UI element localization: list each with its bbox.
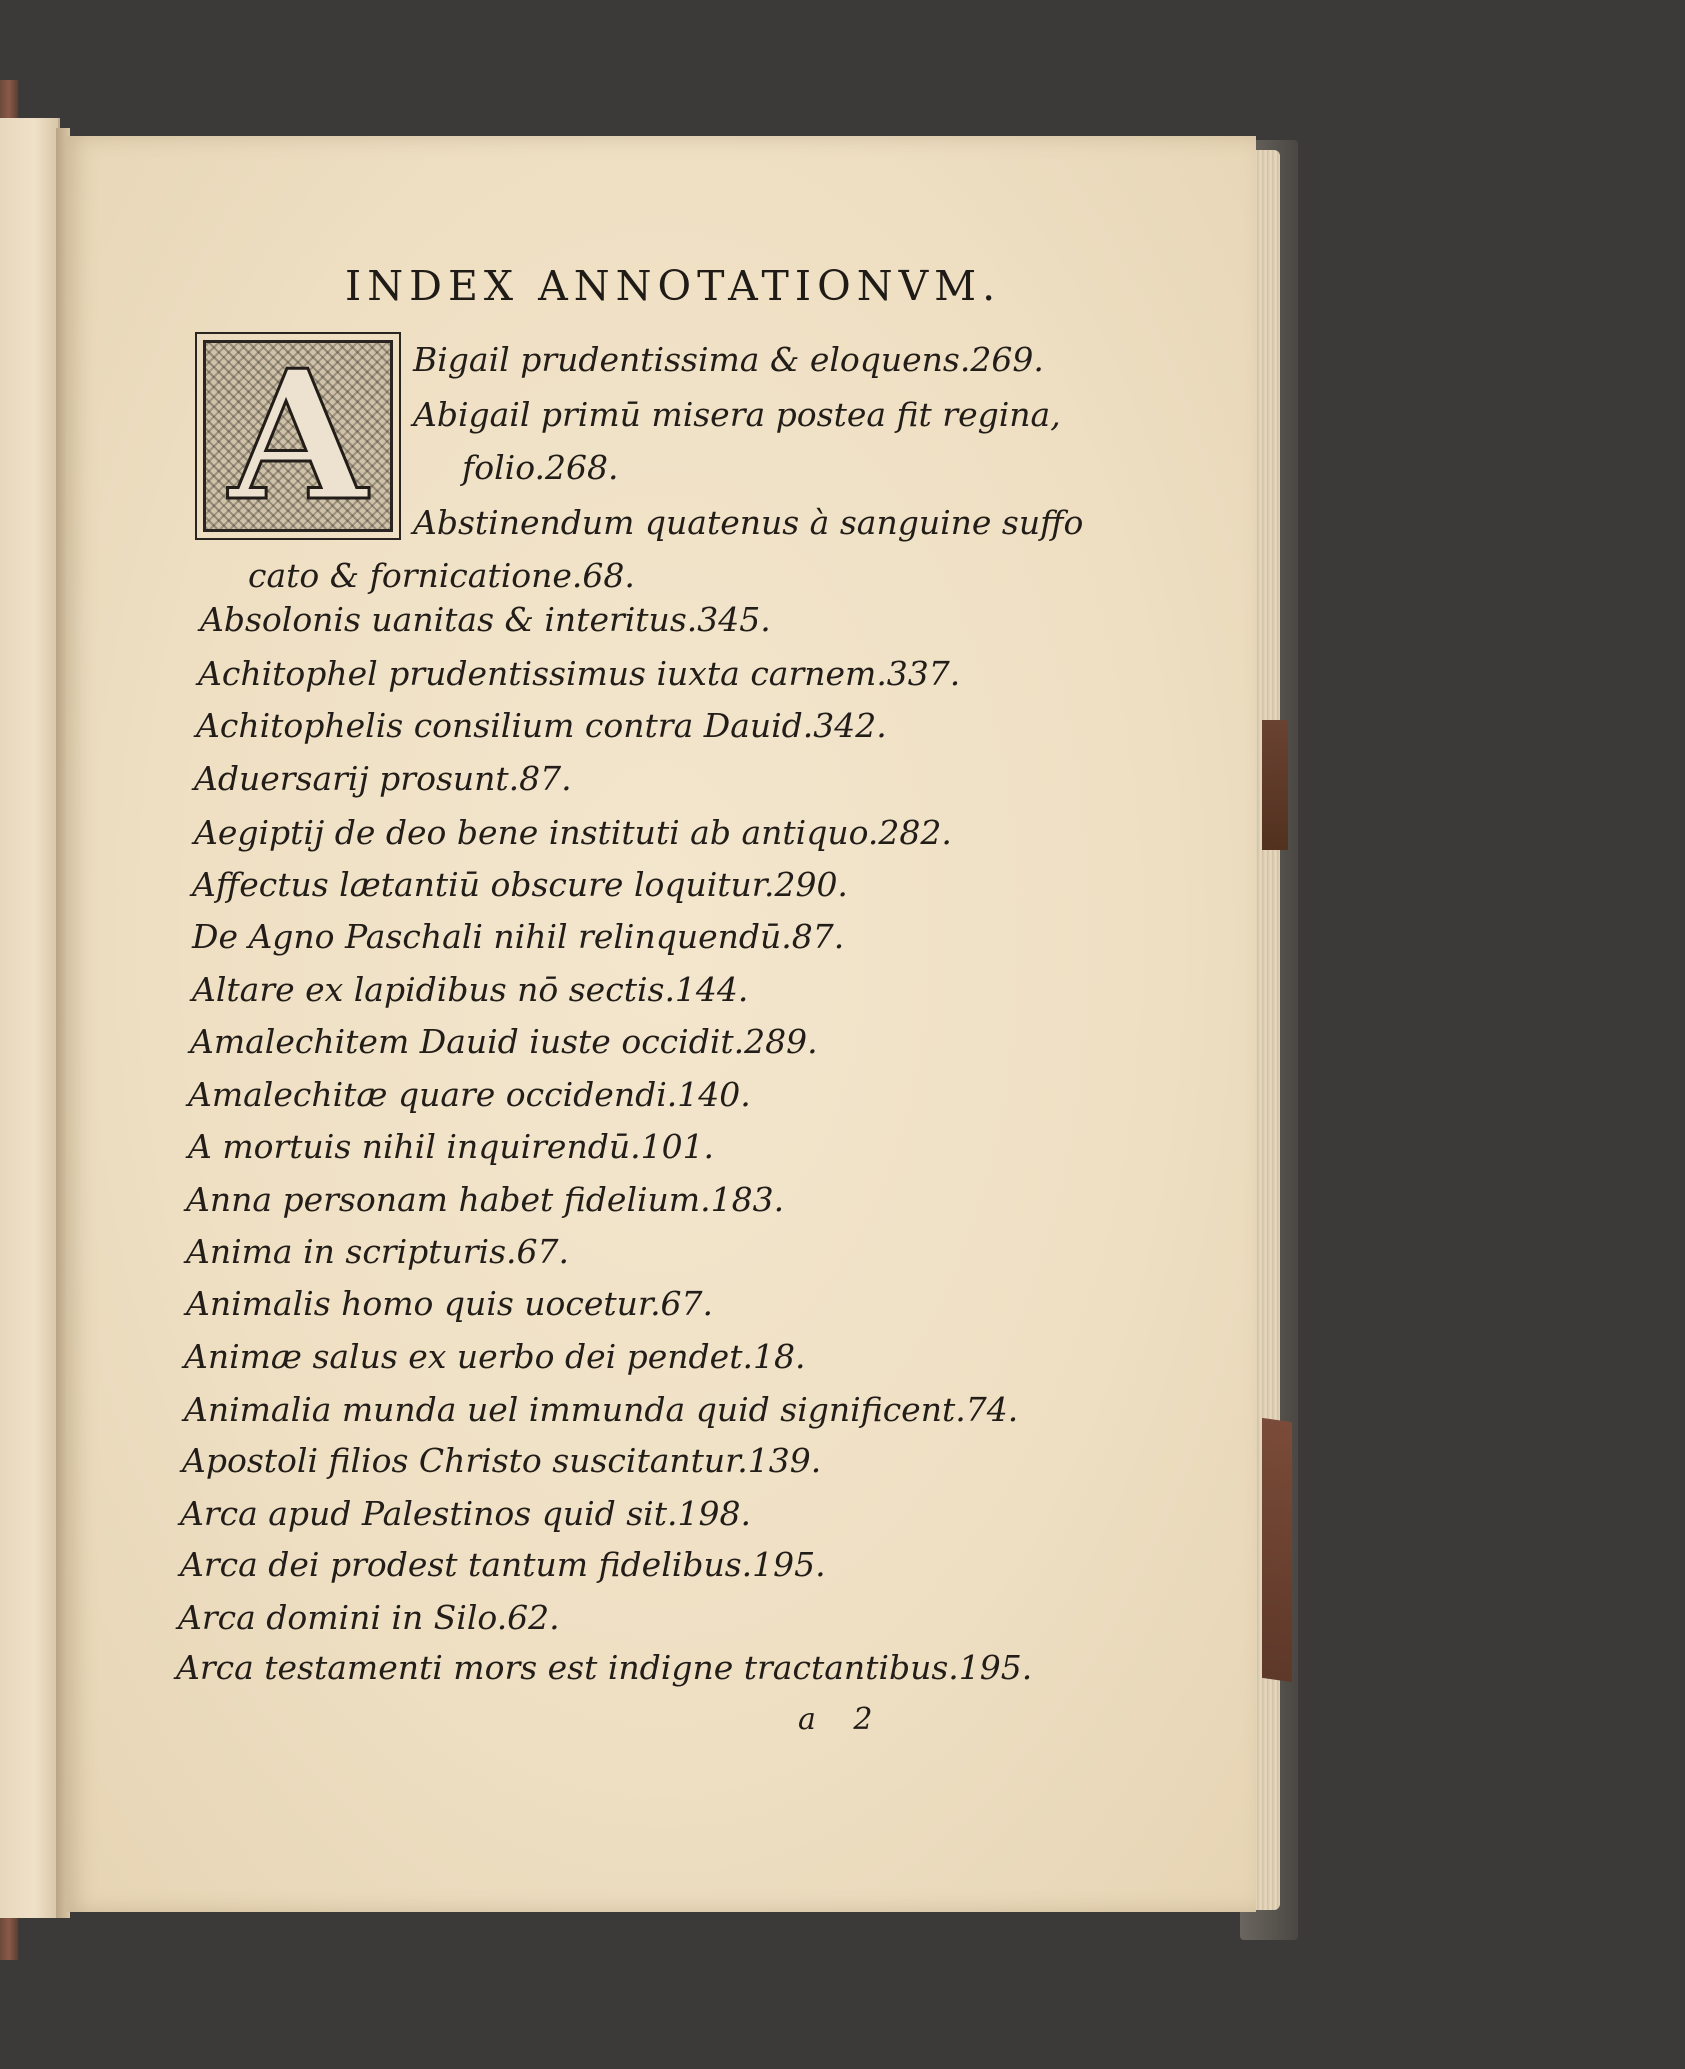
index-entry: Affectus lætantiū obscure loquitur.290. xyxy=(192,865,848,904)
index-entry: Aegiptij de deo bene instituti ab antiquo.282. xyxy=(194,813,952,852)
page-heading: INDEX ANNOTATIONVM. xyxy=(345,262,1002,310)
index-entry: Apostoli filios Christo suscitantur.139. xyxy=(182,1441,822,1480)
index-entry: Amalechitem Dauid iuste occidit.289. xyxy=(190,1022,818,1061)
index-entry: Amalechitæ quare occidendi.140. xyxy=(188,1075,751,1114)
index-entry: Achitophel prudentissimus iuxta carnem.337. xyxy=(198,654,961,693)
index-entry: Aduersarij prosunt.87. xyxy=(194,759,572,798)
decorated-initial xyxy=(203,331,393,540)
index-entry: Achitophelis consilium contra Dauid.342. xyxy=(196,706,887,745)
index-entry: Bigail prudentissima & eloquens.269. xyxy=(413,340,1044,379)
index-entry: Abstinendum quatenus à sanguine suffo xyxy=(413,503,1084,542)
index-entry: Arca apud Palestinos quid sit.198. xyxy=(180,1494,751,1533)
index-entry: cato & fornicatione.68. xyxy=(248,556,635,595)
ribbon-marker-upper xyxy=(1262,720,1288,850)
index-entry: Absolonis uanitas & interitus.345. xyxy=(200,600,771,639)
index-entry: A mortuis nihil inquirendū.101. xyxy=(188,1127,715,1166)
index-entry: De Agno Paschali nihil relinquendū.87. xyxy=(192,917,845,956)
signature-mark: a 2 xyxy=(798,1702,887,1737)
initial-letter: A xyxy=(228,331,368,540)
index-entry: Animalia munda uel immunda quid significent.74. xyxy=(184,1390,1019,1429)
index-entry: folio.268. xyxy=(462,448,619,487)
index-entry: Altare ex lapidibus nō sectis.144. xyxy=(192,970,749,1009)
left-page-sliver xyxy=(0,118,60,1918)
index-entry: Abigail primū misera postea fit regina, xyxy=(413,395,1061,434)
index-entry: Arca testamenti mors est indigne tractantibus.195. xyxy=(176,1648,1033,1687)
index-entry: Arca domini in Silo.62. xyxy=(178,1598,560,1637)
index-entry: Arca dei prodest tantum fidelibus.195. xyxy=(180,1545,826,1584)
index-entry: Animæ salus ex uerbo dei pendet.18. xyxy=(184,1337,806,1376)
ribbon-marker-lower xyxy=(1262,1418,1292,1682)
index-entry: Anna personam habet fidelium.183. xyxy=(186,1180,785,1219)
index-entry: Animalis homo quis uocetur.67. xyxy=(186,1284,714,1323)
index-entry: Anima in scripturis.67. xyxy=(186,1232,570,1271)
